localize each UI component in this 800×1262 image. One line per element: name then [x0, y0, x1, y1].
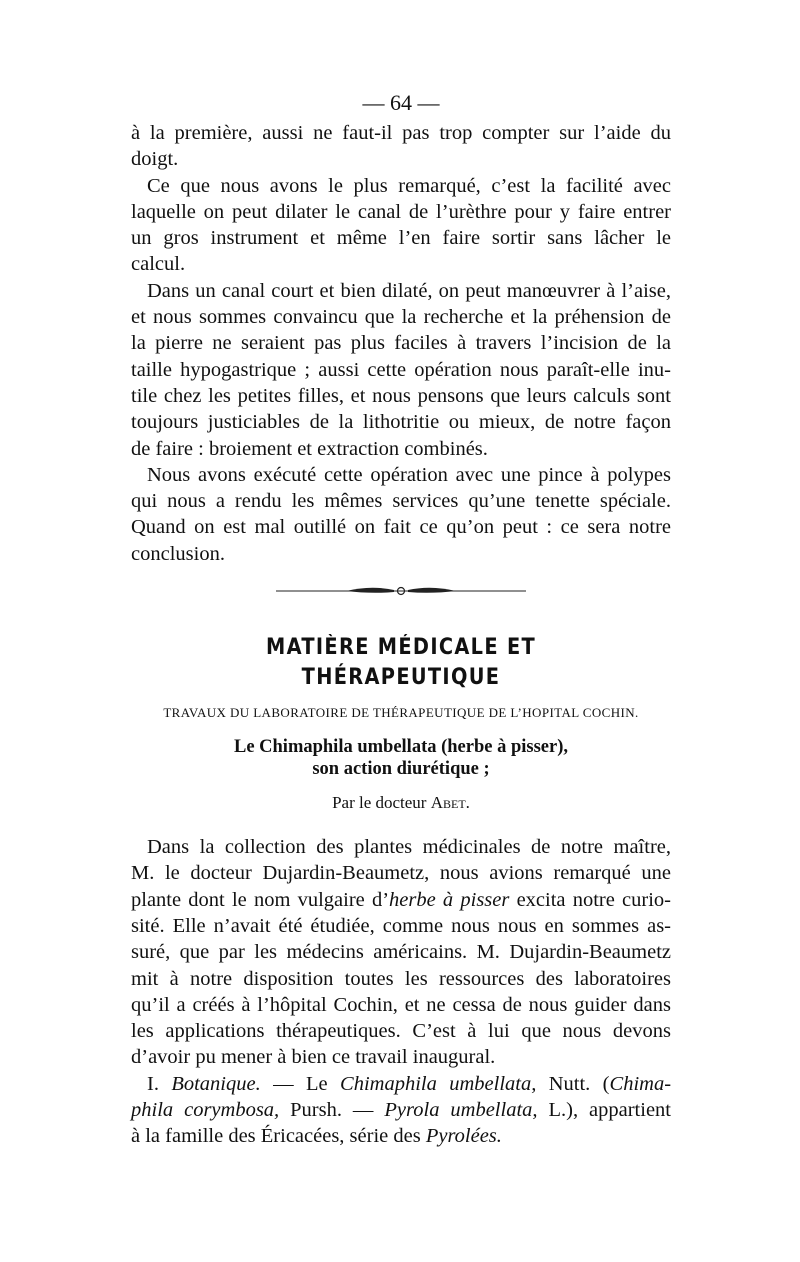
text-line: qu’il a créés à l’hôpital Cochin, et ne cessa de nous guider dans: [131, 993, 671, 1016]
text-line: et nous sommes convaincu que la recherche et la préhension de: [131, 306, 671, 329]
paragraph-4: [131, 462, 671, 567]
text-line: conclusion.: [131, 542, 225, 565]
text-line: Ce que nous avons le plus remarqué, c’est la facilité avec: [147, 174, 671, 197]
text-line: suré, que par les médecins américains. M. Dujardin-Beaumetz: [131, 941, 671, 964]
text-line: sité. Elle n’avait été étudiée, comme nous nous en sommes as-: [131, 914, 671, 937]
paragraph-1: [131, 120, 671, 173]
article-title-line: Le Chimaphila umbellata (herbe à pisser),: [233, 737, 569, 758]
text-line: I. Botanique. — Le Chimaphila umbellata, Nutt. (Chima-: [147, 1072, 672, 1095]
page-number: — 64 —: [362, 90, 440, 115]
text-line: taille hypogastrique ; aussi cette opération nous paraît-elle inu-: [131, 358, 671, 381]
text-line: de faire : broiement et extraction combinés.: [131, 437, 488, 460]
author-name: Abet.: [430, 793, 470, 813]
text-line: d’avoir pu mener à bien ce travail inaugural.: [131, 1046, 496, 1069]
paragraph-3: [131, 278, 671, 462]
author-line: [131, 792, 671, 814]
paragraph-2: [131, 173, 671, 278]
text-line: calcul.: [131, 253, 186, 276]
text-line: M. le docteur Dujardin-Beaumetz, nous avions remarqué une: [131, 862, 671, 885]
text-line: plante dont le nom vulgaire d’herbe à pisser excita notre curio-: [131, 888, 671, 911]
article-title-line: son action diurétique ;: [312, 759, 490, 780]
book-page: [131, 88, 671, 1150]
text-line: Nous avons exécuté cette opération avec une pince à polypes: [147, 463, 671, 486]
text-line: qui nous a rendu les mêmes services qu’une tenette spéciale.: [131, 490, 671, 513]
section-subtitle: TRAVAUX DU LABORATOIRE DE THÉRAPEUTIQUE DE L’HOPITAL COCHIN.: [163, 705, 639, 721]
text-line: la pierre ne seraient pas plus faciles à travers l’incision de la: [131, 332, 671, 355]
text-line: à la famille des Éricacées, série des Pyrolées.: [131, 1125, 502, 1148]
ornament-divider: [276, 583, 526, 597]
text-line: Dans un canal court et bien dilaté, on peut manœuvrer à l’aise,: [147, 279, 671, 302]
text-line: Quand on est mal outillé on fait ce qu’on peut : ce sera notre: [131, 516, 671, 539]
text-line: doigt.: [131, 148, 179, 171]
section-title: MATIÈRE MÉDICALE ET THÉRAPEUTIQUE: [265, 635, 537, 691]
text-line: phila corymbosa, Pursh. — Pyrola umbellata, L.), appartient: [131, 1099, 671, 1122]
text-line: les applications thérapeutiques. C’est à lui que nous devons: [131, 1020, 671, 1043]
article-paragraph-2: [131, 1071, 671, 1150]
article-paragraph-1: [131, 834, 671, 1071]
text-line: toujours justiciables de la lithotritie ou mieux, de notre façon: [131, 411, 671, 434]
text-line: à la première, aussi ne faut-il pas trop compter sur l’aide du: [131, 122, 671, 144]
author-prefix: Par le docteur: [332, 793, 427, 813]
italic-term: herbe à pisser: [389, 888, 510, 911]
article-title: [131, 736, 671, 780]
text-line: tile chez les petites filles, et nous pensons que leurs calculs sont: [131, 384, 671, 407]
text-line: un gros instrument et même l’en faire sortir sans lâcher le: [131, 227, 671, 250]
text-line: laquelle on peut dilater le canal de l’urèthre pour y faire entrer: [131, 200, 671, 223]
text-line: Dans la collection des plantes médicinales de notre maître,: [147, 836, 671, 859]
text-line: mit à notre disposition toutes les ressources des laboratoires: [131, 967, 671, 990]
